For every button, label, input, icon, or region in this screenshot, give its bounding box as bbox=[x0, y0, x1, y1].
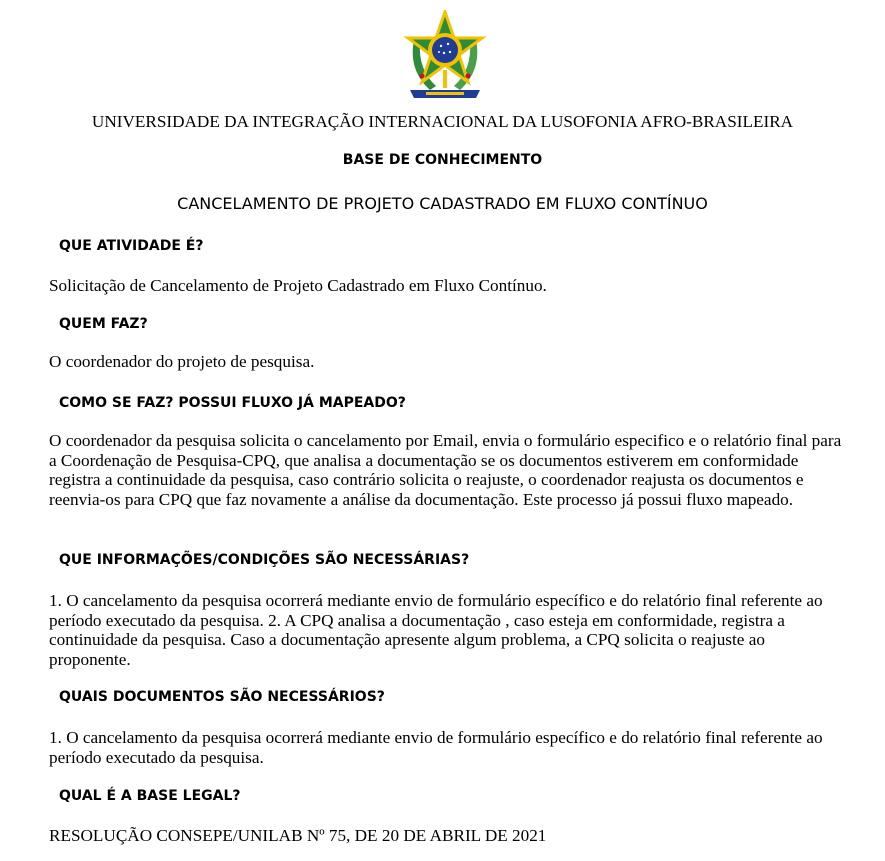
body-documentos: 1. O cancelamento da pesquisa ocorrerá mediante envio de formulário específico e do relatório final referente ao período executado da pesquisa. bbox=[49, 728, 823, 767]
heading-documentos: QUAIS DOCUMENTOS SÃO NECESSÁRIOS? bbox=[59, 689, 385, 705]
heading-como-se-faz: COMO SE FAZ? POSSUI FLUXO JÁ MAPEADO? bbox=[59, 395, 406, 411]
heading-informacoes: QUE INFORMAÇÕES/CONDIÇÕES SÃO NECESSÁRIAS? bbox=[59, 552, 470, 568]
heading-base-legal: QUAL É A BASE LEGAL? bbox=[59, 788, 241, 804]
body-como-se-faz: O coordenador da pesquisa solicita o cancelamento por Email, envia o formulário especifico e o relatório final para a Coordenação de Pesquisa-CPQ, que analisa a documentação se os documentos estiverem em conformidade registra a continuidade da pesquisa, caso contrário solicita o reajuste, o coordenador reajusta os documentos e reenvia-os para CPQ que faz novamente a análise da documentação. Este processo já possui fluxo mapeado. bbox=[49, 431, 842, 509]
section-label: BASE DE CONHECIMENTO bbox=[342, 152, 543, 168]
heading-quem-faz: QUEM FAZ? bbox=[59, 316, 148, 332]
body-que-atividade: Solicitação de Cancelamento de Projeto Cadastrado em Fluxo Contínuo. bbox=[49, 276, 547, 295]
document-title: CANCELAMENTO DE PROJETO CADASTRADO EM FLUXO CONTÍNUO bbox=[177, 194, 708, 213]
body-quem-faz: O coordenador do projeto de pesquisa. bbox=[49, 352, 315, 371]
body-informacoes: 1. O cancelamento da pesquisa ocorrerá mediante envio de formulário específico e do relatório final referente ao período executado da pesquisa. 2. A CPQ analisa a documentação , caso esteja em conformidade, registra a continuidade da pesquisa. Caso a documentação apresente algum problema, a CPQ solicita o reajuste ao proponente. bbox=[49, 591, 823, 669]
university-name: UNIVERSIDADE DA INTEGRAÇÃO INTERNACIONAL DA LUSOFONIA AFRO-BRASILEIRA bbox=[91, 112, 794, 131]
heading-que-atividade: QUE ATIVIDADE É? bbox=[59, 238, 204, 254]
body-base-legal: RESOLUÇÃO CONSEPE/UNILAB Nº 75, DE 20 DE ABRIL DE 2021 bbox=[49, 826, 547, 845]
coat-of-arms-emblem bbox=[400, 10, 490, 104]
